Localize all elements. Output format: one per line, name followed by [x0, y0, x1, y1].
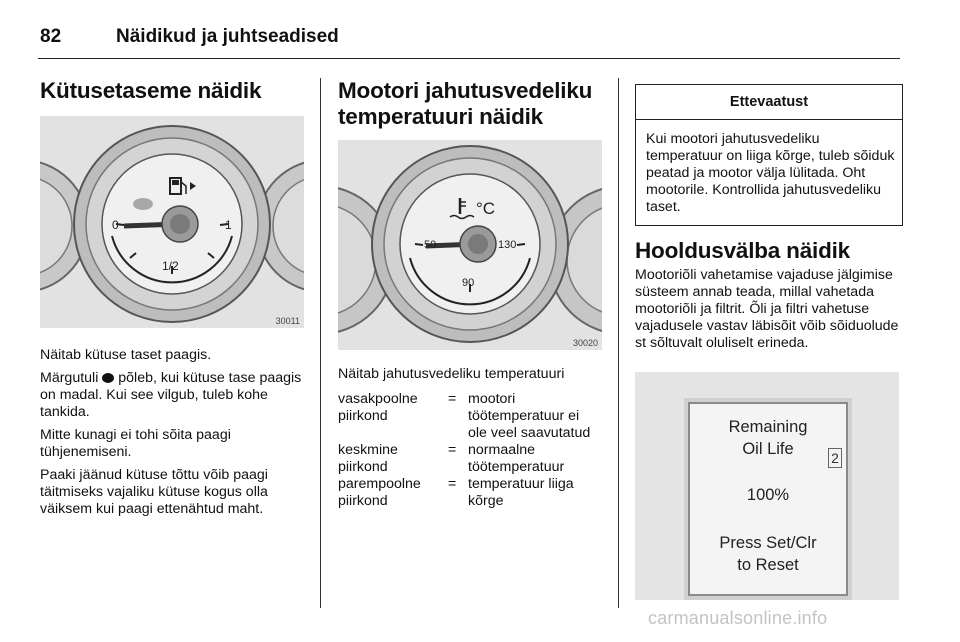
fuel-warning-text: Märgutuli	[40, 370, 99, 386]
chapter-title: Näidikud ja juhtseadised	[116, 26, 339, 47]
gauge-label-high: 130	[498, 239, 517, 251]
gauge-label-half: 1/2	[162, 259, 179, 273]
fuel-paragraph: Paaki jäänud kütuse tõttu võib paagi täitmiseks vajaliku kütuse kogus olla väiksem kui paagi ettenähtud maht.	[40, 467, 268, 517]
coolant-heading-line: temperatuuri näidik	[338, 104, 543, 129]
range-description: temperatuur liiga kõrge	[468, 476, 574, 509]
gauge-label-empty: 0	[112, 218, 119, 232]
figure-code: 30020	[572, 338, 598, 348]
caution-title: Ettevaatust	[636, 85, 902, 120]
coolant-range-table	[338, 391, 602, 510]
figure-code: 30011	[275, 316, 300, 326]
range-term: parempoolne piirkond	[338, 476, 421, 509]
coolant-gauge-figure	[338, 140, 602, 350]
service-interval-heading: Hooldusvälba näidik	[635, 238, 850, 263]
oil-display-line: to Reset	[737, 556, 799, 574]
oil-life-display-figure	[635, 372, 899, 600]
gauge-label-mid: 90	[462, 277, 475, 289]
range-term: keskmine piirkond	[338, 442, 398, 475]
fuel-warning-lamp-icon	[102, 373, 114, 383]
oil-display-line: Press Set/Clr	[719, 534, 817, 552]
range-description: mootori töötemperatuur ei ole veel saavutatud	[468, 391, 591, 441]
coolant-section	[338, 74, 602, 510]
table-row	[338, 476, 602, 510]
gauge-label-unit: °C	[476, 199, 496, 218]
coolant-heading-line: Mootori jahutusvedeliku	[338, 78, 593, 103]
watermark: carmanualsonline.info	[648, 608, 828, 628]
fuel-section	[40, 74, 304, 518]
table-row	[338, 442, 602, 476]
oil-life-percent: 100%	[746, 486, 790, 504]
range-separator: =	[448, 476, 457, 492]
oil-life-screen	[688, 402, 848, 596]
fuel-gauge-figure	[40, 116, 304, 328]
fuel-paragraph: Näitab kütuse taset paagis.	[40, 347, 212, 363]
fuel-warning-paragraph	[40, 370, 304, 421]
range-separator: =	[448, 442, 457, 458]
caution-text: Kui mootori jahutusvedeliku temperatuur on liiga kõrge, tuleb sõiduk peatad ja mootor välja lülitada. Oht mootorile. Kontrollida jahutusvedeliku taset.	[646, 131, 895, 215]
range-separator: =	[448, 391, 457, 407]
range-term: vasakpoolne piirkond	[338, 391, 418, 424]
fuel-warning-text: põleb, kui kütuse tase paagis on madal. Kui see vilgub, tuleb kohe tankida.	[40, 370, 302, 420]
column-divider	[618, 78, 619, 608]
table-row	[338, 391, 602, 442]
fuel-paragraph: Mitte kunagi ei tohi sõita paagi tühjenemiseni.	[40, 427, 231, 460]
page-number: 82	[40, 26, 62, 47]
gauge-label-full: 1	[225, 218, 232, 232]
oil-display-line: Remaining	[728, 418, 808, 436]
page-header	[38, 12, 900, 59]
coolant-gauge-heading	[338, 78, 602, 130]
fuel-gauge-heading: Kütusetaseme näidik	[40, 78, 262, 103]
display-page-indicator: 2	[828, 448, 842, 468]
oil-display-line: Oil Life	[742, 440, 794, 458]
gauge-label-low: 50	[424, 239, 437, 251]
right-column	[635, 74, 903, 600]
caution-box	[635, 84, 903, 226]
service-interval-text: Mootoriõli vahetamise vajaduse jälgimise süsteem annab teada, millal vahetada mootoriõli ja filtrit. Õli ja filtri vahetuse vajadusele vastav läbisõit võib sõiduolude st sõltuvalt oluliselt erineda.	[635, 267, 899, 351]
column-divider	[320, 78, 321, 608]
range-description: normaalne töötemperatuur	[468, 442, 565, 475]
coolant-intro: Näitab jahutusvedeliku temperatuuri	[338, 366, 565, 382]
